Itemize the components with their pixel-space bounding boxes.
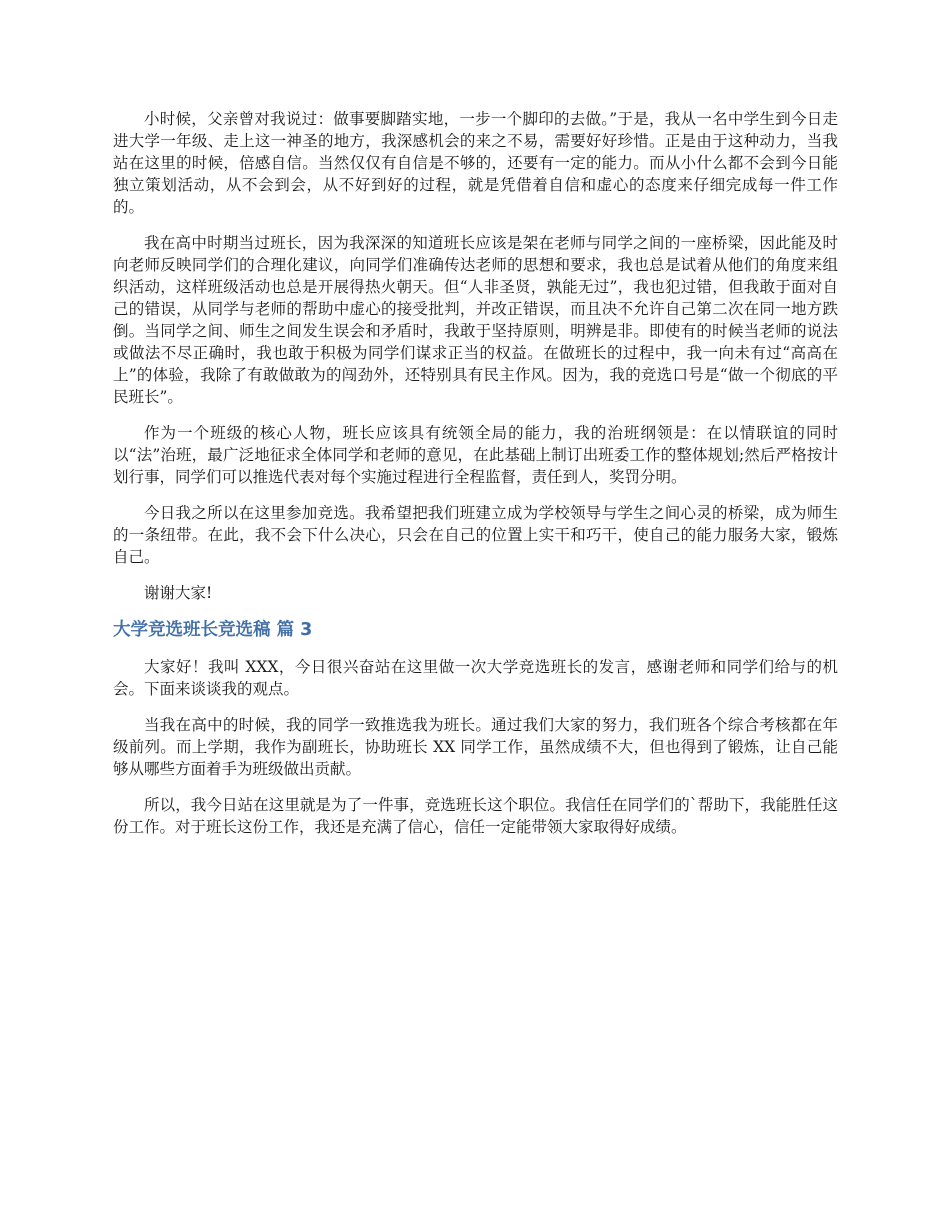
section-heading: 大学竞选班长竞选稿 篇 3 xyxy=(113,620,313,640)
paragraph: 今日我之所以在这里参加竞选。我希望把我们班建立成为学校领导与学生之间心灵的桥梁，成为师生的一条纽带。在此，我不会下什么决心，只会在自己的位置上实干和巧干，使自己的能力服务大家，锻炼自己。 xyxy=(113,504,838,566)
paragraph: 当我在高中的时候，我的同学一致推选我为班长。通过我们大家的努力，我们班各个综合考核都在年级前列。而上学期，我作为副班长，协助班长 XX 同学工作，虽然成绩不大，但也得到了锻炼，让自己能够从哪些方面着手为班级做出贡献。 xyxy=(113,716,838,778)
paragraph: 小时候，父亲曾对我说过：做事要脚踏实地，一步一个脚印的去做。”于是，我从一名中学生到今日走进大学一年级、走上这一神圣的地方，我深感机会的来之不易，需要好好珍惜。正是由于这种动力，当我站在这里的时候，倍感自信。当然仅仅有自信是不够的，还要有一定的能力。而从小什么都不会到今日能独立策划活动，从不会到会，从不好到好的过程，就是凭借着自信和虚心的态度来仔细完成每一件工作的。 xyxy=(113,110,838,216)
paragraph: 我在高中时期当过班长，因为我深深的知道班长应该是架在老师与同学之间的一座桥梁，因此能及时向老师反映同学们的合理化建议，向同学们准确传达老师的思想和要求，我也总是试着从他们的角度来组织活动，这样班级活动也总是开展得热火朝天。但“人非圣贤，孰能无过”，我也犯过错，但我敢于面对自己的错误，从同学与老师的帮助中虚心的接受批判，并改正错误，而且决不允许自己第二次在同一地方跌倒。当同学之间、师生之间发生误会和矛盾时，我敢于坚持原则，明辨是非。即使有的时候当老师的说法或做法不尽正确时，我也敢于积极为同学们谋求正当的权益。在做班长的过程中，我一向未有过“高高在上”的体验，我除了有敢做敢为的闯劲外，还特别具有民主作风。因为，我的竞选口号是“做一个彻底的平民班长”。 xyxy=(113,234,838,406)
document-page xyxy=(113,108,838,852)
paragraph: 所以，我今日站在这里就是为了一件事，竞选班长这个职位。我信任在同学们的`帮助下，我能胜任这份工作。对于班长这份工作，我还是充满了信心，信任一定能带领大家取得好成绩。 xyxy=(113,796,838,836)
paragraph: 大家好！我叫 XXX，今日很兴奋站在这里做一次大学竞选班长的发言，感谢老师和同学们给与的机会。下面来谈谈我的观点。 xyxy=(113,658,838,698)
closing-line: 谢谢大家! xyxy=(144,584,213,602)
paragraph: 作为一个班级的核心人物，班长应该具有统领全局的能力，我的治班纲领是：在以情联谊的同时以“法”治班，最广泛地征求全体同学和老师的意见，在此基础上制订出班委工作的整体规划;然后严格按计划行事，同学们可以推选代表对每个实施过程进行全程监督，责任到人，奖罚分明。 xyxy=(113,424,838,486)
